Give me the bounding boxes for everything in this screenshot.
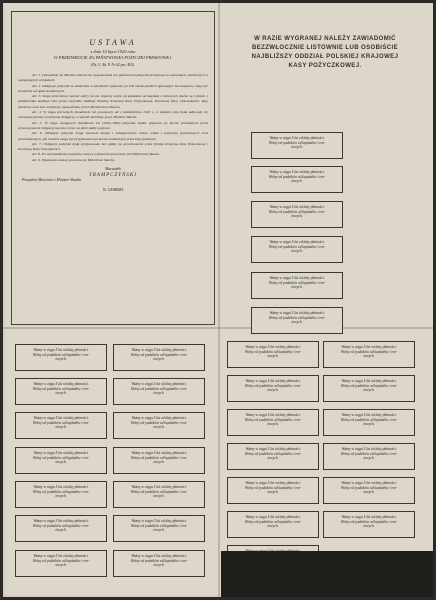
signature-roles [18, 178, 208, 184]
signature-role-right: W. GRABSKI [102, 187, 124, 192]
coupon-line2: Wolny od podatków od kapitałów i ren- [244, 519, 302, 524]
coupon-line3: towych. [291, 249, 303, 254]
coupon-line3: towych. [267, 490, 279, 495]
signature-lead: Marszałek [105, 167, 121, 172]
act-reference: (Dz. U. Rz. P. Nr 62 poz. 405). [91, 63, 135, 67]
coupon-line2: Wolny od podatków od kapitałów i ren- [32, 352, 90, 357]
coupon-line3: towych. [55, 460, 67, 465]
act-article-4: Art. 4. W ciągu pierwszych dwudziestu lat, począwszy od 1 października 1920 r., w każdym roku będą odbywały się losowania premij i umorzenia obligacyj, w sposób określony przez Ministra Skarbu. [18, 110, 208, 120]
coupon-line3: towych. [55, 357, 67, 362]
coupon-line1: Ważny w ciągu 5 lat od daty płatności. [131, 485, 187, 489]
act-article-1: Art. 1. Upoważnia się Ministra Skarbu do wypuszczenia 4% państwowej pożyczki premjowej na warunkach, określonych w następujących artykułach. [18, 73, 208, 83]
coupon [323, 375, 415, 402]
act-article-5: Art. 5. W ciągu następnych dwudziestu lat (1940–1960) pożyczka będzie spłacona po kursie nominalnym przez wylosowywanie obligacyj łącznie z temi, na które padły wygrane. [18, 120, 208, 130]
coupon-line1: Ważny w ciągu 5 lat od daty płatności. [269, 276, 325, 280]
coupon-line2: Wolny od podatków od kapitałów i ren- [130, 523, 188, 528]
coupon-line1: Ważny w ciągu 5 lat od daty płatności. [33, 348, 89, 352]
act-article-7: Art. 7. Obligacje pożyczki będą przyjmowane bez opłaty na przechowanie przez Polską Krajową Kasę Pożyczkową i Pocztową Kasę Oszczędności. [18, 141, 208, 152]
coupon-line1: Ważny w ciągu 5 lat od daty płatności. [269, 240, 325, 244]
coupon [15, 344, 107, 371]
signature-block [18, 167, 208, 178]
coupon-line1: Ważny w ciągu 5 lat od daty płatności. [131, 519, 187, 523]
coupon [113, 447, 205, 474]
coupon-line3: towych. [55, 528, 67, 533]
coupon-line2: Wolny od podatków od kapitałów i ren- [32, 420, 90, 425]
torn-corner [221, 551, 433, 597]
coupon-line1: Ważny w ciągu 5 lat od daty płatności. [33, 451, 89, 455]
coupon-line2: Wolny od podatków od kapitałów i ren- [340, 519, 398, 524]
coupon [113, 412, 205, 439]
coupon [323, 511, 415, 538]
coupon-line3: towych. [267, 388, 279, 393]
notice-line-4: KASY POŻYCZKOWEJ. [288, 63, 362, 69]
vertical-fold [218, 3, 220, 597]
coupon [323, 477, 415, 504]
coupon-line1: Ważny w ciągu 5 lat od daty płatności. [245, 447, 301, 451]
coupon-line2: Wolny od podatków od kapitałów i ren- [268, 174, 326, 179]
act-article-8: Art. 8. Po wprowadzeniu przepisów ustawy wykonanie poruczanie jest Ministrowi Skarbu. [32, 152, 160, 157]
coupon-line2: Wolny od podatków od kapitałów i ren- [268, 315, 326, 320]
coupon [251, 166, 343, 193]
coupon-line3: towych. [267, 524, 279, 529]
coupon-line1: Ważny w ciągu 5 lat od daty płatności. [131, 348, 187, 352]
coupon-line3: towych. [267, 354, 279, 359]
coupon-line2: Wolny od podatków od kapitałów i ren- [32, 489, 90, 494]
coupon-line1: Ważny w ciągu 5 lat od daty płatności. [33, 416, 89, 420]
coupon [323, 443, 415, 470]
coupon-line1: Ważny w ciągu 5 lat od daty płatności. [131, 554, 187, 558]
coupon-line1: Ważny w ciągu 5 lat od daty płatności. [245, 515, 301, 519]
coupon [251, 132, 343, 159]
coupon [113, 550, 205, 577]
coupon-line3: towych. [363, 456, 375, 461]
coupon-line1: Ważny w ciągu 5 lat od daty płatności. [33, 382, 89, 386]
coupon-line2: Wolny od podatków od kapitałów i ren- [268, 209, 326, 214]
coupon-line3: towych. [153, 425, 165, 430]
coupon-line2: Wolny od podatków od kapitałów i ren- [268, 280, 326, 285]
coupon-line2: Wolny od podatków od kapitałów i ren- [340, 383, 398, 388]
coupon-line1: Ważny w ciągu 5 lat od daty płatności. [341, 379, 397, 383]
coupon [15, 447, 107, 474]
coupon-line3: towych. [153, 391, 165, 396]
coupon-line3: towych. [267, 456, 279, 461]
signature-name: TRAMPCZYŃSKI [89, 172, 137, 178]
coupon-line1: Ważny w ciągu 5 lat od daty płatności. [269, 205, 325, 209]
coupon-line2: Wolny od podatków od kapitałów i ren- [32, 523, 90, 528]
coupon-line3: towych. [153, 494, 165, 499]
coupon [113, 481, 205, 508]
coupon-line1: Ważny w ciągu 5 lat od daty płatności. [33, 554, 89, 558]
coupon-line2: Wolny od podatków od kapitałów i ren- [268, 140, 326, 145]
coupon-line2: Wolny od podatków od kapitałów i ren- [244, 451, 302, 456]
coupon-line3: towych. [55, 563, 67, 568]
act-title: USTAWA [89, 38, 137, 47]
coupon-line3: towych. [153, 563, 165, 568]
coupon-line2: Wolny od podatków od kapitałów i ren- [244, 349, 302, 354]
coupon-line3: towych. [363, 388, 375, 393]
coupon-line3: towych. [55, 425, 67, 430]
coupon-line1: Ważny w ciągu 5 lat od daty płatności. [341, 345, 397, 349]
coupon [15, 515, 107, 542]
coupon [251, 307, 343, 334]
coupon [15, 412, 107, 439]
coupon [227, 409, 319, 436]
coupon-line1: Ważny w ciągu 5 lat od daty płatności. [245, 379, 301, 383]
horizontal-fold [3, 327, 433, 329]
coupon [113, 378, 205, 405]
coupon-line1: Ważny w ciągu 5 lat od daty płatności. [341, 447, 397, 451]
coupon-line1: Ważny w ciągu 5 lat od daty płatności. [131, 416, 187, 420]
coupon [323, 409, 415, 436]
act-subtitle-1: z dnia 16 lipca 1920 roku [90, 49, 136, 54]
coupon-line1: Ważny w ciągu 5 lat od daty płatności. [245, 345, 301, 349]
coupon [113, 515, 205, 542]
coupon-line3: towych. [291, 320, 303, 325]
coupon-line2: Wolny od podatków od kapitałów i ren- [244, 417, 302, 422]
coupon-line1: Ważny w ciągu 5 lat od daty płatności. [33, 485, 89, 489]
act-article-9: Art. 9. Wykonanie ustawy powierza się Ministrowi Skarbu. [32, 157, 115, 162]
coupon-line1: Ważny w ciągu 5 lat od daty płatności. [131, 451, 187, 455]
coupon [227, 511, 319, 538]
coupon-line2: Wolny od podatków od kapitałów i ren- [130, 489, 188, 494]
coupon-line3: towych. [291, 145, 303, 150]
coupon-line1: Ważny w ciągu 5 lat od daty płatności. [131, 382, 187, 386]
signature-grabski [18, 188, 208, 194]
coupon-line3: towych. [363, 524, 375, 529]
act-article-3: Art. 3. Stopa procentowa wynosi cztery od sta. Kupony wolne od podatków od kapitału i rentowych, płatne są z dniem 1 października każdego roku przez wszystkie oddziały Polskiej Krajowej Kasy Pożyczkowej, Pocztowej Kasy Oszczędności, kasy skarbowe oraz inne instytucje, upoważnione przez Ministerstwo Skarbu. [18, 94, 208, 109]
coupon [323, 341, 415, 368]
coupon-line2: Wolny od podatków od kapitałów i ren- [130, 420, 188, 425]
coupon-line2: Wolny od podatków od kapitałów i ren- [244, 485, 302, 490]
coupon [15, 378, 107, 405]
notice-line-3: NAJBLIŻSZY ODDZIAŁ POLSKIEJ KRAJOWEJ [251, 54, 399, 60]
coupon-line3: towych. [55, 494, 67, 499]
coupon-line2: Wolny od podatków od kapitałów i ren- [340, 485, 398, 490]
coupon-line3: towych. [267, 422, 279, 427]
coupon-line2: Wolny od podatków od kapitałów i ren- [340, 417, 398, 422]
act-article-6: Art. 6. Obligacje pożyczki mogą stanowić kaucję i zabezpieczenie wobec władz i instytucyj państwowych oraz samorządowych, jak również mogą być przyjmowane po kursie nominalnym przez kasy publiczne. [18, 131, 208, 141]
coupon-line2: Wolny od podatków od kapitałów i ren- [130, 455, 188, 460]
coupon-line3: towych. [55, 391, 67, 396]
bond-sheet [3, 3, 433, 597]
coupon-line2: Wolny od podatków od kapitałów i ren- [32, 386, 90, 391]
coupon-line3: towych. [363, 422, 375, 427]
coupon [227, 477, 319, 504]
coupon-line3: towych. [363, 490, 375, 495]
coupon-line3: towych. [153, 357, 165, 362]
coupon-line2: Wolny od podatków od kapitałów i ren- [32, 455, 90, 460]
coupon-line2: Wolny od podatków od kapitałów i ren- [130, 352, 188, 357]
coupon [15, 550, 107, 577]
coupon [251, 201, 343, 228]
coupon-line1: Ważny w ciągu 5 lat od daty płatności. [341, 515, 397, 519]
coupon [251, 272, 343, 299]
coupon [113, 344, 205, 371]
win-notice [225, 35, 425, 71]
coupon-line1: Ważny w ciągu 5 lat od daty płatności. [341, 481, 397, 485]
coupon [251, 236, 343, 263]
coupon-line3: towych. [291, 179, 303, 184]
coupon [15, 481, 107, 508]
coupon-line1: Ważny w ciągu 5 lat od daty płatności. [341, 413, 397, 417]
act-text-panel [11, 11, 215, 325]
coupon [227, 375, 319, 402]
coupon-line1: Ważny w ciągu 5 lat od daty płatności. [33, 519, 89, 523]
coupon-line1: Ważny w ciągu 5 lat od daty płatności. [269, 136, 325, 140]
coupon-line2: Wolny od podatków od kapitałów i ren- [340, 349, 398, 354]
coupon [227, 443, 319, 470]
coupon-line3: towych. [153, 460, 165, 465]
coupon-line2: Wolny od podatków od kapitałów i ren- [340, 451, 398, 456]
coupon-line3: towych. [153, 528, 165, 533]
act-subtitle-2: W PRZEDMIOCIE 4% PAŃSTWOWEJ POŻYCZKI PREMJOWEJ. [53, 55, 173, 60]
coupon-line1: Ważny w ciągu 5 lat od daty płatności. [269, 170, 325, 174]
coupon-line3: towych. [363, 354, 375, 359]
notice-line-2: BEZZWŁOCZNIE LISTOWNIE LUB OSOBIŚCIE [252, 45, 398, 51]
signature-role-left: Prezydent Ministrów i Minister Skarbu [22, 178, 82, 183]
coupon-line1: Ważny w ciągu 5 lat od daty płatności. [245, 413, 301, 417]
coupon-line1: Ważny w ciągu 5 lat od daty płatności. [269, 311, 325, 315]
coupon-line3: towych. [291, 214, 303, 219]
coupon-line2: Wolny od podatków od kapitałów i ren- [268, 244, 326, 249]
coupon-line2: Wolny od podatków od kapitałów i ren- [32, 558, 90, 563]
notice-line-1: W RAZIE WYGRANEJ NALEŻY ZAWIADOMIĆ [254, 36, 396, 42]
coupon [227, 341, 319, 368]
act-article-2: Art. 2. Obligacje pożyczki na okaziciela w odcinkach wyłącznie po 100 marek polskich opiewające bez kuponów, mają być zwolnione od opłat stemplowych. [18, 83, 208, 93]
coupon-line3: towych. [291, 285, 303, 290]
coupon-line2: Wolny od podatków od kapitałów i ren- [244, 383, 302, 388]
coupon-line2: Wolny od podatków od kapitałów i ren- [130, 558, 188, 563]
coupon-line1: Ważny w ciągu 5 lat od daty płatności. [245, 481, 301, 485]
coupon-line2: Wolny od podatków od kapitałów i ren- [130, 386, 188, 391]
